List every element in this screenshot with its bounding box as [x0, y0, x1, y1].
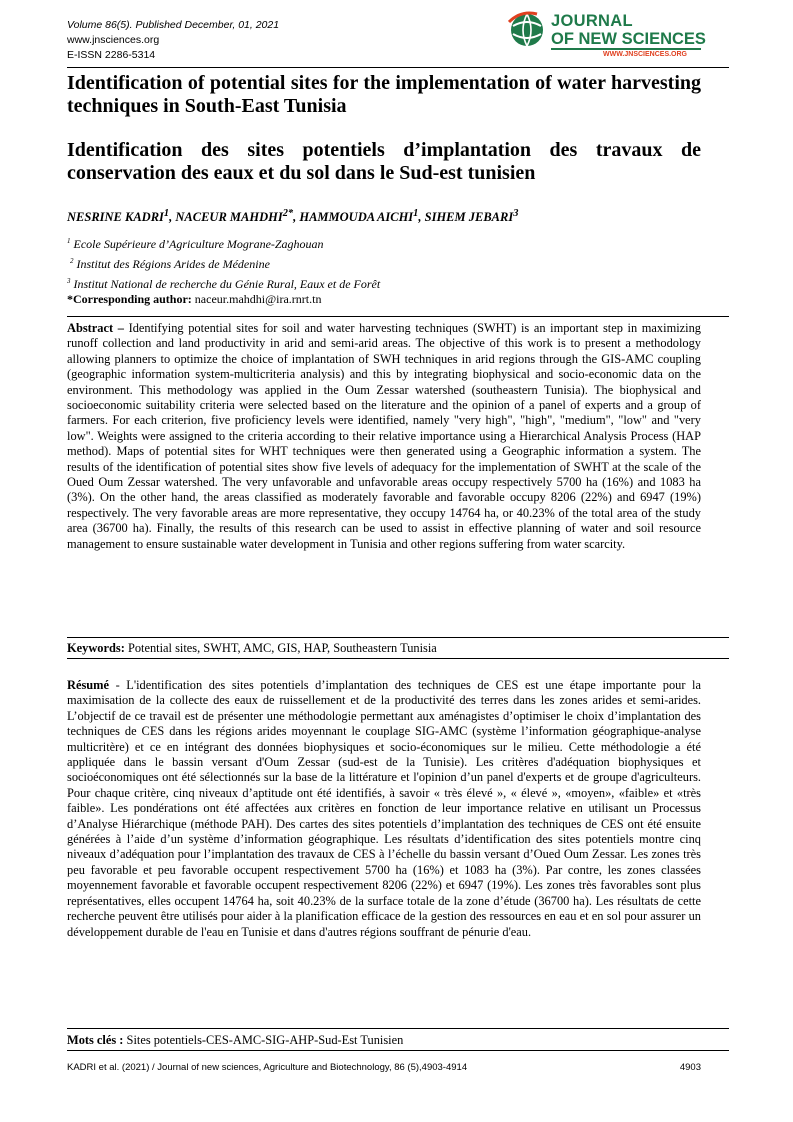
affiliation-list	[67, 233, 380, 293]
affiliation-item	[67, 253, 380, 273]
affiliation-sup: 2	[70, 257, 74, 265]
logo-line2: OF NEW SCIENCES	[551, 30, 706, 48]
abstract-paragraph	[67, 321, 701, 552]
author-separator: ,	[293, 210, 300, 225]
page-number: 4903	[679, 1062, 701, 1073]
author-name: NACEUR MAHDHI	[175, 210, 283, 225]
author-sup: 1	[413, 208, 419, 219]
corresponding-author	[67, 292, 321, 307]
journal-site[interactable]: www.jnsciences.org	[67, 34, 160, 46]
author-name: NESRINE KADRI	[67, 210, 164, 225]
author-sup: 3	[513, 208, 519, 219]
author-separator: ,	[418, 210, 425, 225]
footer-citation: KADRI et al. (2021) / Journal of new sciences, Agriculture and Biotechnology, 86 (5),4903-4914	[67, 1062, 468, 1073]
affiliation-sup: 1	[67, 237, 71, 245]
mots-cles-top-rule	[67, 1028, 729, 1029]
author-name: HAMMOUDA AICHI	[299, 210, 414, 225]
resume-label: Résumé	[67, 678, 109, 692]
corresponding-label: *Corresponding author:	[67, 292, 192, 306]
volume-line: Volume 86(5). Published December, 01, 2021	[67, 19, 280, 31]
author-separator: ,	[169, 210, 176, 225]
logo-line1: JOURNAL	[551, 12, 633, 30]
affiliation-text: Institut des Régions Arides de Médenine	[76, 257, 270, 271]
title-english: Identification of potential sites for the implementation of water harvesting techniques in South-East Tunisia	[67, 72, 701, 117]
author-list	[67, 208, 518, 225]
mots-cles-line	[67, 1033, 403, 1048]
keywords-bottom-rule	[67, 658, 729, 659]
page-footer	[67, 1062, 701, 1073]
abstract-label: Abstract –	[67, 321, 124, 335]
globe-logo-icon	[507, 8, 547, 50]
issn-line: E-ISSN 2286-5314	[67, 49, 156, 61]
author-name: SIHEM JEBARI	[424, 210, 514, 225]
journal-logo	[507, 8, 707, 66]
resume-text: - L'identification des sites potentiels d’implantation des techniques de CES est une étape importante pour la maximisation de la collecte des eaux de ruissellement et de la productivité des terres dans les zones arides et semi-arides. L’objectif de ce travail est de présenter une méthodologie permettant aux aménagistes d’optimiser le choix d’implantation des techniques de CES dans les régions arides moyennant le couplage SIG-AMC (système l’information géographique-analyse multicritère) et ce en intégrant des données biophysiques et socio-économiques sur le milieu. Cette méthodologie a été appliquée dans le bassin versant d'Oum Zessar (sud-est de la Tunisie). Les critères d'adéquation biophysiques et socioéconomiques ont été sélectionnés sur la base de la littérature et l'opinion d’un panel d'experts et de groupe d'agriculteurs. Pour chaque critère, cinq niveaux d’aptitude ont été identifiés, à savoir « très élevé », « élevé », «moyen», «faible» et «très faible». Les pondérations ont été affectées aux critères en fonction de leur importance relative en utilisant un Processus d’Analyse Hiérarchique (méthode PAH). Des cartes des sites potentiels d’implantation des techniques de CES ont été ensuite générées à l’aide d’un système d’information géographique. Les résultats d’identification des sites potentiels montre cinq niveaux d’adéquation pour l’implantation des travaux de CES à l’échelle du bassin versant d’Oued Oum Zessar. Les zones très peu favorable et peu favorable occupent respectivement 5700 ha (16%) et 1083 ha (3%). Par contre, les zones classées moyennement favorable et favorable occupent respectivement 8206 (22%) et 6947 (19%). Les zones très favorables sont plus représentatives, elles occupent 14764 ha, soit 40.23% de la surface totale de la zone d’étude (36700 ha). Les résultats de cette recherche peuvent être utilisés pour aider à la planification efficace de la gestion des ressources en eau et en sol pour assurer un développement durable de l'eau en Tunisie et dans d'autres régions souffrant de pénurie d'eau.	[67, 678, 701, 939]
title-french: Identification des sites potentiels d’implantation des travaux de conservation des eaux et du sol dans le Sud-est tunisien	[67, 139, 701, 184]
journal-header	[67, 18, 279, 63]
keywords-label: Keywords:	[67, 641, 125, 655]
header-rule	[67, 67, 729, 68]
logo-url: WWW.JNSCIENCES.ORG	[603, 51, 688, 58]
resume-paragraph	[67, 678, 701, 940]
affiliation-text: Institut National de recherche du Génie Rural, Eaux et de Forêt	[73, 277, 381, 291]
mots-cles-label: Mots clés :	[67, 1033, 124, 1047]
keywords-text: Potential sites, SWHT, AMC, GIS, HAP, Southeastern Tunisia	[127, 641, 437, 655]
abstract-text: Identifying potential sites for soil and water harvesting techniques (SWHT) is an important step in maximizing runoff collection and land productivity in arid and semi-arid areas. The objective of this work is to present a methodology allowing planners to optimize the choice of implantation of SWH techniques in arid regions through the GIS-AMC coupling (geographic information system-multicriteria analysis) and this by integrating biophysical and socio-economic data on the environment. This methodology was applied in the Oum Zessar watershed (southeastern Tunisia). The biophysical and socioeconomic suitability criteria were selected based on the literature and the opinion of a panel of experts and a group of farmers. For each criterion, five proficiency levels were identified, namely "very high", "high", "medium", "low" and "very low". Weights were assigned to the criteria according to their relative importance using a Hierarchical Analysis Process (HAP method). Maps of potential sites for WHT techniques were then generated using a Geographic information a system. The results of the identification of potential sites show five levels of adequacy for the implementation of SWHT at the scale of the Oued Oum Zessar watershed. The very unfavorable and unfavorable areas occupy respectively 5700 ha (16%) and 1083 ha (3%). On the other hand, the areas classified as moderately favorable and favorable occupy 8206 (22%) and 6947 (19%) respectively. The very favorable areas are more representative, they occupy 14764 ha, or 40.23% of the total area of the study area (36700 ha). Finally, the results of this research can be used to assist in effective planning of water and soil resource management to ensure sustainable water development in Tunisia and other regions suffering from water scarcity.	[67, 321, 701, 551]
mots-cles-text: Sites potentiels-CES-AMC-SIG-AHP-Sud-Est Tunisien	[126, 1033, 404, 1047]
affiliation-item	[67, 273, 380, 293]
abstract-top-rule	[67, 316, 729, 317]
affiliation-text: Ecole Supérieure d’Agriculture Mograne-Zaghouan	[73, 237, 324, 251]
logo-divider	[551, 48, 701, 50]
keywords-top-rule	[67, 637, 729, 638]
affiliation-item	[67, 233, 380, 253]
affiliation-sup: 3	[67, 277, 71, 285]
author-sup: 1	[163, 208, 170, 219]
author-sup: 2*	[282, 208, 294, 219]
corresponding-email[interactable]: naceur.mahdhi@ira.rnrt.tn	[194, 292, 322, 306]
keywords-line	[67, 641, 437, 656]
mots-cles-bottom-rule	[67, 1050, 729, 1051]
